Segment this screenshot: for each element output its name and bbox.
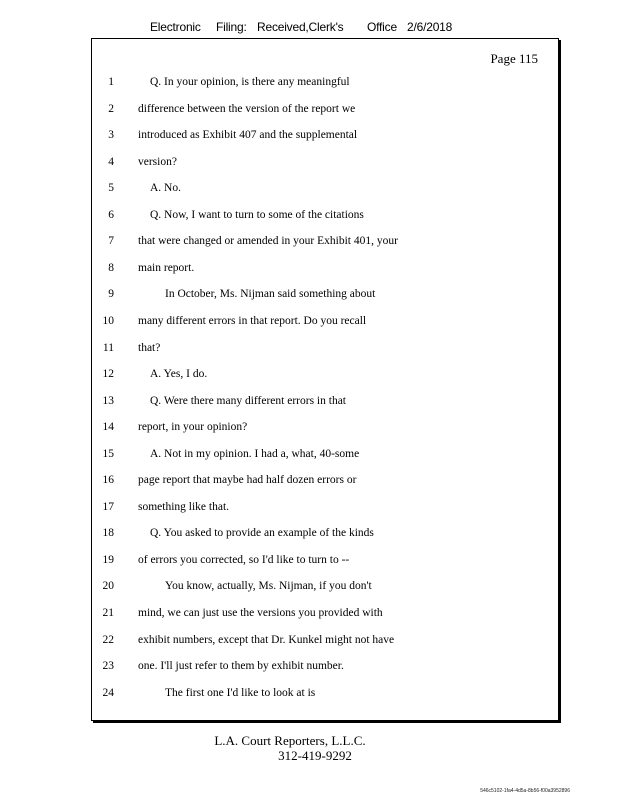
line-text: Q. In your opinion, is there any meaningful [150,76,350,88]
line-number: 16 [102,474,114,487]
line-number: 1 [108,76,114,88]
line-text: that? [138,341,161,354]
line-number: 23 [102,660,114,673]
line-text: Q. Now, I want to turn to some of the citations [150,208,364,221]
transcript-line [92,207,558,223]
line-text: difference between the version of the report we [138,102,356,115]
line-number: 4 [108,155,114,168]
line-number: 3 [108,129,114,142]
transcript-line [92,101,558,117]
line-text: exhibit numbers, except that Dr. Kunkel might not have [138,633,395,646]
transcript-line [92,578,558,594]
line-number: 13 [102,394,114,407]
transcript-line [92,180,558,196]
line-text: version? [138,155,177,168]
line-text: A. Yes, I do. [150,368,208,381]
line-text: main report. [138,261,195,274]
line-text: many different errors in that report. Do you recall [138,314,367,327]
line-number: 8 [108,261,114,274]
line-text: report, in your opinion? [138,421,248,434]
line-number: 14 [102,421,114,434]
stamp-office: Office [367,20,397,34]
stamp-date: 2/6/2018 [407,20,453,34]
line-text: A. Not in my opinion. I had a, what, 40-some [150,447,360,460]
transcript-line [92,260,558,276]
line-text: that were changed or amended in your Exhibit 401, your [138,235,398,248]
line-text: Q. You asked to provide an example of the kinds [150,527,374,540]
transcript-line [92,685,558,701]
transcript-line [92,419,558,435]
transcript-page [91,38,559,721]
line-number: 10 [102,314,114,327]
line-number: 15 [102,447,114,460]
transcript-line [92,127,558,143]
line-number: 19 [102,553,114,566]
line-number: 9 [108,288,114,301]
transcript-line [92,286,558,302]
stamp-received: Received,Clerk's [257,20,344,34]
transcript-line [92,632,558,648]
line-number: 17 [102,500,114,513]
transcript-line [92,605,558,621]
line-text: You know, actually, Ms. Nijman, if you don't [165,580,372,593]
line-text: one. I'll just refer to them by exhibit number. [138,660,344,673]
transcript-line [92,658,558,674]
page-number: Page 115 [490,51,538,66]
line-text: introduced as Exhibit 407 and the supplemental [138,129,358,142]
line-number: 18 [102,527,114,540]
line-number: 12 [102,368,114,381]
transcript-line [92,446,558,462]
line-number: 24 [102,686,114,699]
document-id: 546c5102-1fa4-4d5a-8b56-f00a3952896 [480,788,570,794]
line-text: In October, Ms. Nijman said something about [165,288,376,301]
transcript-line [92,313,558,329]
line-number: 20 [102,580,114,593]
stamp-filing: Filing: [216,20,247,34]
transcript-line [92,499,558,515]
transcript-line [92,366,558,382]
line-number: 2 [108,102,114,115]
transcript-line [92,393,558,409]
transcript-line [92,472,558,488]
line-number: 11 [102,341,114,354]
line-text: mind, we can just use the versions you provided with [138,607,383,619]
court-reporter-company: L.A. Court Reporters, L.L.C. [214,733,366,748]
line-number: 6 [108,208,114,221]
transcript-line [92,552,558,568]
line-text: A. No. [150,182,181,195]
line-number: 21 [102,607,114,619]
line-text: page report that maybe had half dozen errors or [138,474,357,487]
stamp-electronic: Electronic [150,20,201,34]
line-text: something like that. [138,500,230,513]
line-number: 22 [102,633,114,646]
court-reporter-phone: 312-419-9292 [278,748,352,763]
line-text: of errors you corrected, so I'd like to turn to -- [138,553,350,566]
transcript-line [92,74,558,90]
line-number: 7 [108,235,114,248]
transcript-line [92,233,558,249]
line-number: 5 [108,182,114,195]
line-text: Q. Were there many different errors in that [150,394,346,407]
transcript-line [92,340,558,356]
transcript-line [92,525,558,541]
line-text: The first one I'd like to look at is [165,686,316,699]
transcript-line [92,154,558,170]
